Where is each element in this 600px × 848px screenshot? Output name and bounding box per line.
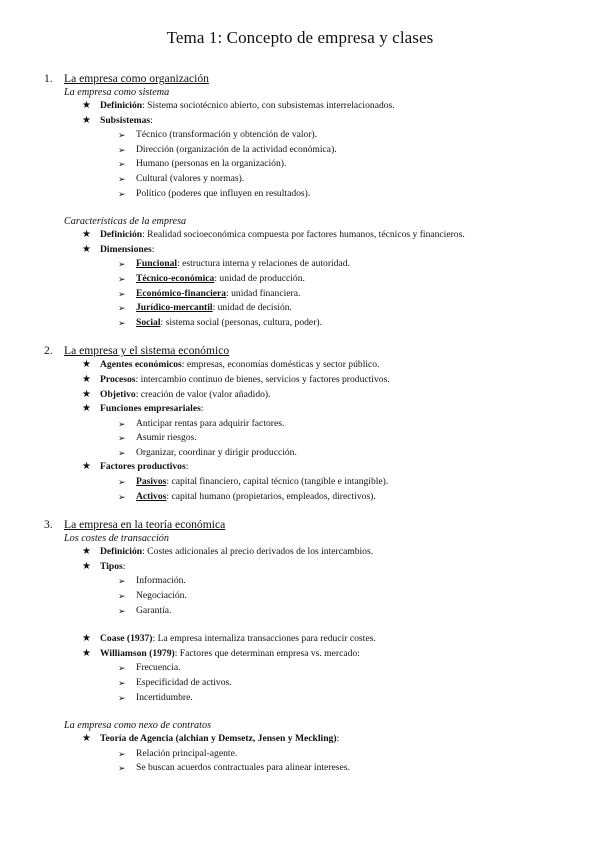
bullet-text: : [185, 461, 189, 473]
star-bullet-icon: ★ [82, 114, 91, 126]
list-item-text: Cultural (valores y normas). [136, 172, 245, 184]
list-item-label: Funcional [136, 258, 178, 270]
bullet-text: : Factores que determinan empresa vs. mercado: [174, 647, 360, 659]
bullet-label: Williamson (1979) [100, 647, 175, 659]
bullet-funciones [44, 402, 584, 417]
bullet-text: : creación de valor (valor añadido). [135, 388, 271, 400]
list-item-text: : capital financiero, capital técnico (tangible e intangible). [166, 476, 389, 488]
list-item [44, 316, 584, 331]
bullet-text: : [122, 560, 126, 572]
bullet-factores [44, 460, 584, 475]
list-item-text: Asumir riesgos. [136, 432, 197, 444]
section-1-heading [44, 72, 584, 86]
list-item-text: Incertidumbre. [136, 691, 193, 703]
list-item-text: : estructura interna y relaciones de autoridad. [177, 258, 350, 270]
list-item [44, 490, 584, 505]
bullet-label: Tipos [100, 560, 123, 572]
list-item-text: : sistema social (personas, cultura, poder). [160, 316, 322, 328]
bullet-text: : Realidad socioeconómica compuesta por factores humanos, técnicos y financieros. [142, 229, 465, 241]
arrow-bullet-icon: ➢ [118, 576, 126, 587]
bullet-label: Definición [100, 229, 143, 241]
arrow-bullet-icon: ➢ [118, 317, 126, 328]
list-item [44, 257, 584, 272]
bullet-text: : intercambio continuo de bienes, servicios y factores productivos. [135, 373, 390, 385]
list-item-label: Activos [136, 490, 167, 502]
list-item [44, 691, 584, 706]
subsection-title: La empresa como nexo de contratos [64, 720, 212, 732]
section-title: La empresa y el sistema económico [64, 344, 230, 358]
star-bullet-icon: ★ [82, 100, 91, 111]
list-item [44, 187, 584, 202]
star-bullet-icon: ★ [82, 388, 91, 400]
section-title: La empresa en la teoría económica [64, 518, 226, 532]
list-item [44, 431, 584, 446]
bullet-williamson [44, 647, 584, 662]
list-item-label: Económico-financiera [136, 287, 227, 299]
section-3-heading [44, 518, 584, 532]
bullet-text: : [150, 114, 153, 126]
star-bullet-icon: ★ [82, 546, 91, 558]
arrow-bullet-icon: ➢ [118, 303, 126, 314]
bullet-text: : [151, 243, 155, 255]
list-item-text: Relación principal-agente. [136, 747, 238, 759]
bullet-label: Agentes económicos [100, 359, 182, 371]
arrow-bullet-icon: ➢ [118, 663, 126, 674]
bullet-definicion [44, 228, 584, 243]
section-number: 1. [44, 72, 53, 85]
bullet-label: Definición [100, 546, 143, 558]
list-item-text: Garantía. [136, 604, 172, 616]
arrow-bullet-icon: ➢ [118, 605, 126, 616]
star-bullet-icon: ★ [82, 461, 91, 473]
bullet-label: Definición [100, 100, 143, 111]
arrow-bullet-icon: ➢ [118, 491, 126, 502]
subsection-title: La empresa como sistema [64, 87, 170, 98]
list-item [44, 272, 584, 287]
list-item-text: Negociación. [136, 590, 187, 602]
list-item-text: Frecuencia. [136, 662, 181, 674]
bullet-text: : empresas, economías domésticas y sector público. [181, 359, 380, 371]
list-item-label: Social [136, 316, 161, 328]
star-bullet-icon: ★ [82, 647, 91, 659]
bullet-dimensiones [44, 243, 584, 258]
arrow-bullet-icon: ➢ [118, 418, 126, 429]
arrow-bullet-icon: ➢ [118, 273, 126, 284]
bullet-text: : [200, 403, 204, 415]
list-item-text: : unidad de producción. [214, 272, 305, 284]
arrow-bullet-icon: ➢ [118, 433, 126, 444]
list-item-text: Dirección (organización de la actividad económica). [136, 143, 337, 155]
list-item-label: Técnico-económica [136, 272, 215, 284]
list-item [44, 475, 584, 490]
star-bullet-icon: ★ [82, 633, 91, 645]
arrow-bullet-icon: ➢ [118, 477, 126, 488]
list-item [44, 747, 584, 762]
arrow-bullet-icon: ➢ [118, 188, 126, 199]
arrow-bullet-icon: ➢ [118, 144, 126, 155]
star-bullet-icon: ★ [82, 229, 91, 241]
bullet-procesos [44, 373, 584, 388]
bullet-label: Factores productivos [100, 461, 186, 473]
star-bullet-icon: ★ [82, 243, 91, 255]
list-item [44, 172, 584, 187]
bullet-definicion [44, 545, 584, 560]
arrow-bullet-icon: ➢ [118, 288, 126, 299]
section-title: La empresa como organización [64, 72, 209, 85]
bullet-label: Dimensiones [100, 243, 152, 255]
star-bullet-icon: ★ [82, 560, 91, 572]
list-item [44, 287, 584, 302]
star-bullet-icon: ★ [82, 403, 91, 415]
section-number: 3. [44, 518, 53, 532]
list-item-text: Organizar, coordinar y dirigir producción. [136, 446, 297, 458]
list-item [44, 676, 584, 691]
list-item-label: Jurídico-mercantil [136, 302, 213, 314]
list-item [44, 589, 584, 604]
arrow-bullet-icon: ➢ [118, 748, 126, 759]
list-item-text: Humano (personas en la organización). [136, 158, 287, 170]
bullet-text: : Sistema sociotécnico abierto, con subsistemas interrelacionados. [142, 100, 395, 111]
arrow-bullet-icon: ➢ [118, 692, 126, 703]
list-item [44, 143, 584, 158]
list-item-text: : unidad financiera. [226, 287, 301, 299]
bullet-text: : La empresa internaliza transacciones para reducir costes. [152, 633, 376, 645]
bullet-label: Teoría de Agencia (alchian y Demsetz, Jensen y Meckling) [100, 733, 337, 745]
bullet-label: Objetivo [100, 388, 136, 400]
list-item-text: Se buscan acuerdos contractuales para alinear intereses. [136, 762, 350, 774]
list-item [44, 574, 584, 589]
arrow-bullet-icon: ➢ [118, 173, 126, 184]
list-item [44, 604, 584, 619]
star-bullet-icon: ★ [82, 373, 91, 385]
list-item-text: Político (poderes que influyen en resultados). [136, 187, 311, 199]
arrow-bullet-icon: ➢ [118, 130, 126, 141]
subsection-title: Características de la empresa [64, 216, 187, 228]
list-item [44, 301, 584, 316]
star-bullet-icon: ★ [82, 359, 91, 371]
bullet-agentes [44, 358, 584, 373]
bullet-label: Funciones empresariales [100, 403, 201, 415]
list-item-text: : capital humano (propietarios, empleados, directivos). [166, 490, 376, 502]
arrow-bullet-icon: ➢ [118, 159, 126, 170]
bullet-subsistemas [44, 114, 584, 129]
section-2-heading [44, 344, 584, 358]
list-item-text: Información. [136, 575, 186, 587]
bullet-agencia [44, 732, 584, 747]
list-item-text: Especificidad de activos. [136, 677, 232, 688]
list-item [44, 128, 584, 143]
bullet-tipos [44, 560, 584, 575]
list-item-text: : unidad de decisión. [212, 302, 292, 314]
list-item [44, 157, 584, 172]
arrow-bullet-icon: ➢ [118, 591, 126, 602]
arrow-bullet-icon: ➢ [118, 763, 126, 774]
bullet-label: Subsistemas [100, 114, 151, 126]
list-item-text: Técnico (transformación y obtención de valor). [136, 129, 318, 141]
list-item-label: Pasivos [136, 476, 167, 488]
bullet-text: : Costes adicionales al precio derivados de los intercambios. [142, 546, 374, 558]
list-item-text: Anticipar rentas para adquirir factores. [136, 417, 285, 429]
bullet-definicion [44, 99, 584, 114]
list-item [44, 446, 584, 461]
section-number: 2. [44, 344, 53, 358]
list-item [44, 417, 584, 432]
bullet-label: Procesos [100, 373, 136, 385]
star-bullet-icon: ★ [82, 733, 91, 745]
bullet-objetivo [44, 388, 584, 403]
bullet-coase [44, 632, 584, 647]
list-item [44, 761, 584, 776]
subsection-title: Los costes de transacción [64, 533, 169, 545]
page-title: Tema 1: Concepto de empresa y clases [166, 28, 434, 47]
list-item [44, 661, 584, 676]
arrow-bullet-icon: ➢ [118, 259, 126, 270]
document-body [44, 72, 584, 776]
bullet-label: Coase (1937) [100, 633, 153, 645]
arrow-bullet-icon: ➢ [118, 678, 126, 688]
arrow-bullet-icon: ➢ [118, 447, 126, 458]
bullet-text: : [336, 733, 340, 745]
